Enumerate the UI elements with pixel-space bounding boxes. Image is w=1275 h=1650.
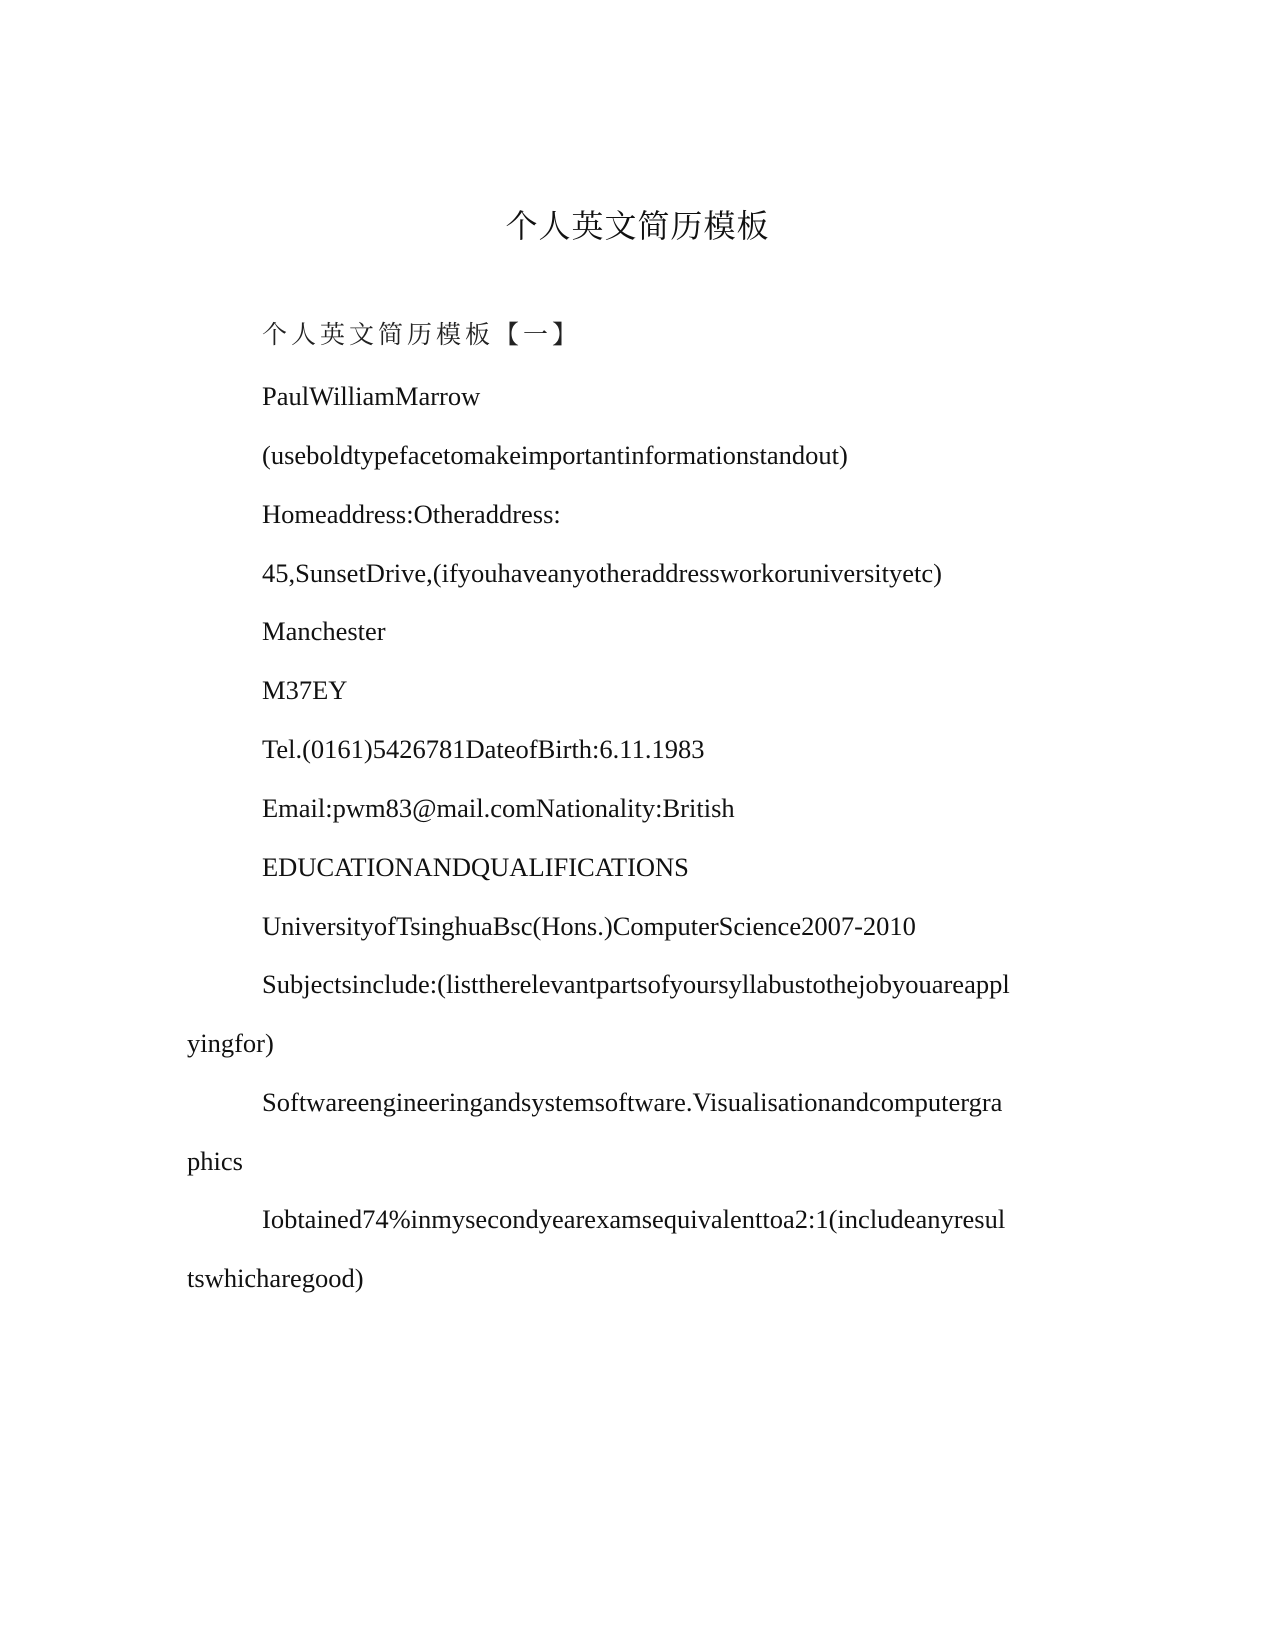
subjects-line: Subjectsinclude:(listtherelevantpartsofyoursyllabustothejobyouareappl	[262, 969, 1010, 999]
postcode: M37EY	[262, 675, 348, 705]
subjects-list-continued: phics	[187, 1146, 243, 1176]
email-and-nationality: Email:pwm83@mail.comNationality:British	[262, 793, 735, 823]
exam-results-continued: tswhicharegood)	[187, 1263, 364, 1293]
education-heading: EDUCATIONANDQUALIFICATIONS	[262, 852, 689, 882]
resume-name: PaulWilliamMarrow	[262, 381, 481, 411]
city: Manchester	[262, 616, 386, 646]
subjects-line-continued: yingfor)	[187, 1028, 274, 1058]
section-heading: 个人英文简历模板【一】	[262, 320, 582, 349]
street-address: 45,SunsetDrive,(ifyouhaveanyotheraddressworkoruniversityetc)	[262, 558, 942, 588]
formatting-note: (useboldtypefacetomakeimportantinformationstandout)	[262, 440, 848, 470]
document-title: 个人英文简历模板	[505, 207, 770, 245]
subjects-list: Softwareengineeringandsystemsoftware.Visualisationandcomputergra	[262, 1087, 1003, 1117]
address-labels: Homeaddress:Otheraddress:	[262, 499, 561, 529]
university-entry: UniversityofTsinghuaBsc(Hons.)ComputerScience2007-2010	[262, 911, 916, 941]
phone-and-birthdate: Tel.(0161)5426781DateofBirth:6.11.1983	[262, 734, 705, 764]
exam-results: Iobtained74%inmysecondyearexamsequivalenttoa2:1(includeanyresul	[262, 1204, 1006, 1234]
